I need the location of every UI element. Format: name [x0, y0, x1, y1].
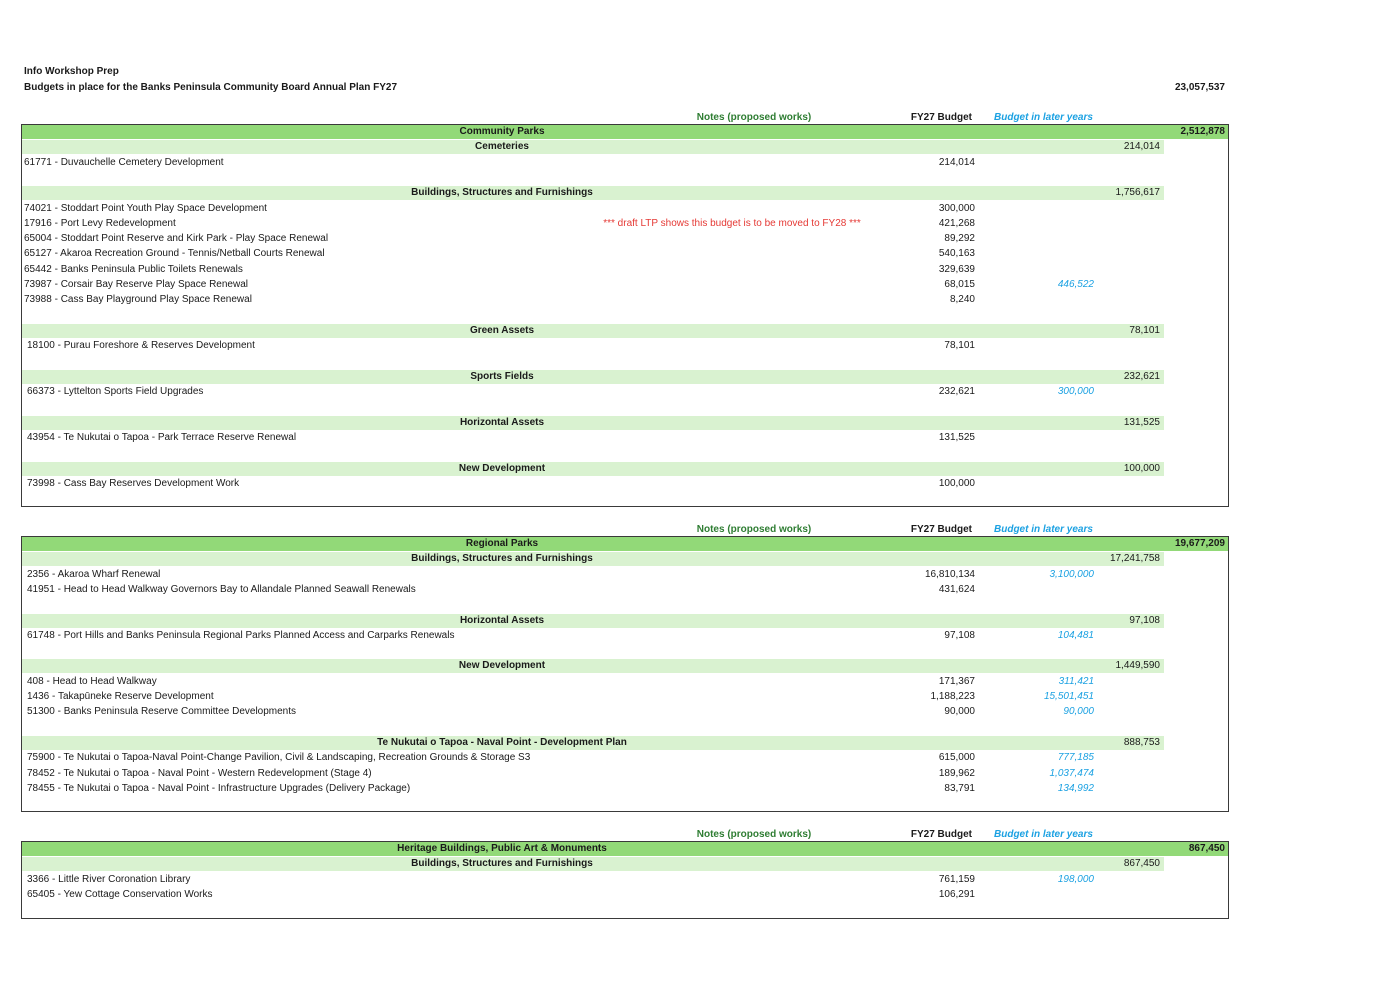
line-item-label: 41951 - Head to Head Walkway Governors Bay to Allandale Planned Seawall Renewals	[27, 583, 416, 595]
column-header-later-years: Budget in later years	[994, 829, 1093, 840]
line-item-fy27: 421,268	[938, 217, 975, 229]
line-item-fy27: 131,525	[938, 432, 975, 443]
line-item-fy27: 68,015	[944, 279, 975, 290]
group-title: Te Nukutai o Tapoa - Naval Point - Development Plan	[377, 736, 627, 748]
line-item-label: 3366 - Little River Coronation Library	[27, 873, 191, 885]
column-header-notes: Notes (proposed works)	[696, 524, 812, 535]
line-item-label: 73987 - Corsair Bay Reserve Play Space Renewal	[24, 279, 248, 290]
group-title: Horizontal Assets	[459, 614, 545, 626]
line-item-label: 73998 - Cass Bay Reserves Development Work	[27, 477, 240, 489]
line-item-fy27: 90,000	[944, 706, 975, 718]
group-header	[22, 370, 1164, 384]
line-item-fy27: 232,621	[938, 386, 975, 398]
line-item-later-years: 1,037,474	[1049, 767, 1094, 779]
line-item-later-years: 311,421	[1058, 675, 1094, 687]
line-item-later-years: 134,992	[1057, 782, 1094, 794]
line-item-fy27: 106,291	[938, 888, 975, 900]
grand-total: 23,057,537	[1174, 82, 1225, 93]
column-header-fy27: FY27 Budget	[910, 112, 972, 123]
line-item-fy27: 16,810,134	[924, 568, 975, 580]
line-item-label: 61771 - Duvauchelle Cemetery Development	[24, 156, 224, 168]
line-item-label: 78452 - Te Nukutai o Tapoa - Naval Point - Western Redevelopment (Stage 4)	[27, 767, 372, 779]
group-title: Buildings, Structures and Furnishings	[411, 187, 593, 199]
group-header	[22, 186, 1164, 200]
line-item-label: 75900 - Te Nukutai o Tapoa-Naval Point-Change Pavilion, Civil & Landscaping, Recreation Grounds & Storage S3	[27, 752, 531, 764]
section-total: 2,512,878	[1180, 126, 1225, 137]
line-item-fy27: 89,292	[944, 233, 975, 245]
budget-table	[21, 124, 1229, 507]
line-item-label: 1436 - Takapūneke Reserve Development	[27, 691, 214, 702]
line-item-label: 65405 - Yew Cottage Conservation Works	[27, 888, 213, 900]
group-header	[22, 614, 1164, 628]
line-item-fy27: 1,188,223	[930, 691, 975, 702]
column-header-fy27: FY27 Budget	[910, 524, 972, 535]
group-header	[22, 552, 1164, 566]
group-title: Horizontal Assets	[459, 416, 545, 428]
line-item-fy27: 83,791	[944, 782, 975, 794]
group-header	[22, 857, 1164, 871]
group-header	[22, 736, 1164, 750]
line-item-label: 74021 - Stoddart Point Youth Play Space Development	[24, 202, 267, 214]
line-item-fy27: 214,014	[938, 156, 975, 168]
line-item-fy27: 189,962	[938, 767, 975, 779]
line-item-later-years: 3,100,000	[1049, 568, 1094, 580]
line-item-label: 65442 - Banks Peninsula Public Toilets Renewals	[24, 263, 243, 275]
line-item-label: 65004 - Stoddart Point Reserve and Kirk Park - Play Space Renewal	[24, 233, 329, 245]
line-item-fy27: 171,367	[938, 675, 975, 687]
line-item-label: 65127 - Akaroa Recreation Ground - Tennis/Netball Courts Renewal	[24, 248, 325, 260]
section-header	[22, 125, 1228, 139]
group-total: 17,241,758	[1109, 553, 1160, 565]
line-item-label: 2356 - Akaroa Wharf Renewal	[27, 568, 161, 580]
group-header	[22, 659, 1164, 673]
column-header-notes: Notes (proposed works)	[696, 112, 812, 123]
group-total: 1,756,617	[1115, 187, 1160, 199]
line-item-label: 73988 - Cass Bay Playground Play Space Renewal	[24, 294, 252, 306]
column-header-notes: Notes (proposed works)	[696, 829, 812, 840]
line-item-later-years: 104,481	[1057, 629, 1094, 641]
section-title: Community Parks	[459, 126, 545, 137]
group-header	[22, 140, 1164, 154]
line-item-label: 61748 - Port Hills and Banks Peninsula Regional Parks Planned Access and Carparks Renewals	[27, 629, 455, 641]
group-header	[22, 324, 1164, 338]
line-item-later-years: 446,522	[1057, 279, 1094, 290]
line-item-label: 17916 - Port Levy Redevelopment	[24, 217, 176, 229]
page-subtitle: Budgets in place for the Banks Peninsula Community Board Annual Plan FY27	[24, 82, 398, 93]
section-title: Heritage Buildings, Public Art & Monuments	[397, 843, 607, 854]
line-item-fy27: 615,000	[938, 752, 975, 764]
line-item-fy27: 100,000	[938, 477, 975, 489]
group-total: 214,014	[1123, 141, 1160, 153]
group-title: Green Assets	[469, 324, 535, 336]
line-item-fy27: 300,000	[938, 202, 975, 214]
section-header	[22, 842, 1228, 856]
group-total: 131,525	[1123, 416, 1160, 428]
line-item-label: 51300 - Banks Peninsula Reserve Committee Developments	[27, 706, 297, 718]
section-header	[22, 537, 1228, 551]
line-item-label: 18100 - Purau Foreshore & Reserves Development	[27, 340, 255, 352]
column-header-later-years: Budget in later years	[994, 112, 1093, 123]
column-header-later-years: Budget in later years	[994, 524, 1093, 535]
line-item-label: 408 - Head to Head Walkway	[27, 675, 157, 687]
line-item-later-years: 198,000	[1057, 873, 1094, 885]
group-total: 97,108	[1129, 614, 1160, 626]
line-item-fy27: 78,101	[944, 340, 975, 352]
column-header-fy27: FY27 Budget	[910, 829, 972, 840]
budget-table	[21, 536, 1229, 812]
line-item-label: 66373 - Lyttelton Sports Field Upgrades	[27, 386, 204, 398]
group-title: New Development	[458, 660, 546, 672]
line-item-label: 43954 - Te Nukutai o Tapoa - Park Terrace Reserve Renewal	[27, 432, 297, 443]
line-item-fy27: 761,159	[938, 873, 975, 885]
section-total: 19,677,209	[1174, 538, 1225, 549]
group-title: Buildings, Structures and Furnishings	[411, 553, 593, 565]
group-total: 232,621	[1123, 370, 1160, 382]
group-total: 78,101	[1129, 324, 1160, 336]
group-header	[22, 462, 1164, 476]
line-item-later-years: 15,501,451	[1043, 691, 1094, 702]
budget-table	[21, 841, 1229, 919]
line-item-later-years: 300,000	[1057, 386, 1094, 398]
section-total: 867,450	[1188, 843, 1225, 854]
group-total: 1,449,590	[1115, 660, 1160, 672]
page-title: Info Workshop Prep	[24, 66, 119, 77]
line-item-label: 78455 - Te Nukutai o Tapoa - Naval Point - Infrastructure Upgrades (Delivery Package)	[27, 782, 411, 794]
section-title: Regional Parks	[465, 538, 539, 549]
line-item-fy27: 329,639	[938, 263, 975, 275]
group-title: Buildings, Structures and Furnishings	[411, 858, 593, 870]
line-item-fy27: 8,240	[949, 294, 975, 306]
group-title: Cemeteries	[475, 141, 529, 153]
group-total: 100,000	[1123, 462, 1160, 474]
line-item-fy27: 97,108	[944, 629, 975, 641]
line-item-later-years: 777,185	[1057, 752, 1094, 764]
group-total: 867,450	[1123, 858, 1160, 870]
line-item-note: *** draft LTP shows this budget is to be moved to FY28 ***	[603, 217, 861, 229]
group-header	[22, 416, 1164, 430]
line-item-fy27: 540,163	[938, 248, 975, 260]
group-total: 888,753	[1123, 736, 1160, 748]
group-title: New Development	[458, 462, 546, 474]
line-item-fy27: 431,624	[938, 583, 975, 595]
group-title: Sports Fields	[470, 370, 534, 382]
line-item-later-years: 90,000	[1063, 706, 1094, 718]
